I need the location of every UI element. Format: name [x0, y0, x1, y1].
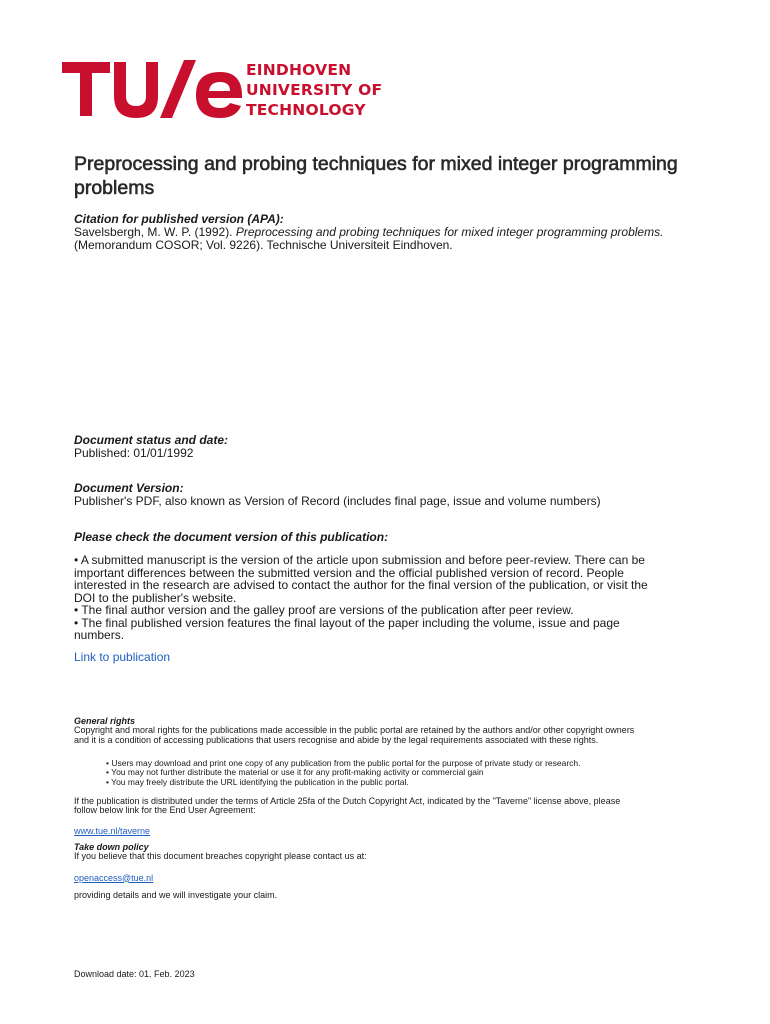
status-section — [74, 433, 724, 460]
page-title: Preprocessing and probing techniques for mixed integer programming problems — [74, 153, 678, 199]
logo-line-3: TECHNOLOGY — [246, 101, 366, 119]
rights-bullet: • You may freely distribute the URL identifying the publication in the public portal. — [106, 776, 409, 787]
rights-section — [74, 716, 734, 839]
download-date: Download date: 01. Feb. 2023 — [74, 969, 195, 979]
check-line: numbers. — [74, 628, 125, 642]
rights-bullet: • Users may download and print one copy of any publication from the public portal for the purpose of private study or research. — [106, 758, 581, 769]
rights-intro-line: Copyright and moral rights for the publications made accessible in the public portal are retained by the authors and/or other copyright owners — [74, 725, 635, 735]
status-heading: Document status and date: — [74, 433, 229, 447]
status-value: Published: 01/01/1992 — [74, 446, 194, 460]
takedown-heading: Take down policy — [74, 842, 149, 852]
check-line: • The final published version features the final layout of the paper including the volume, issue and page — [74, 615, 620, 630]
check-line: • The final author version and the galley proof are versions of the publication after peer review. — [74, 603, 574, 617]
rights-heading: General rights — [74, 716, 136, 726]
logo-line-1: EINDHOVEN — [246, 61, 352, 79]
version-heading: Document Version: — [74, 481, 184, 495]
takedown-text: If you believe that this document breaches copyright please contact us at: — [74, 851, 367, 861]
version-section — [74, 481, 724, 508]
citation-text: Savelsbergh, M. W. P. (1992). Preprocessing and probing techniques for mixed integer programming problems. (Memorandum COSOR; Vol. 9226). Technische Universiteit Eindhoven. — [74, 225, 664, 252]
citation-heading: Citation for published version (APA): — [74, 212, 284, 226]
university-name — [246, 60, 382, 120]
rights-intro-line: and it is a condition of accessing publications that users recognise and abide by the legal requirements associated with these rights. — [74, 734, 599, 745]
taverne-line: If the publication is distributed under the terms of Article 25fa of the Dutch Copyright Act, indicated by the "Taverne" license above, please — [74, 795, 621, 806]
footer — [74, 970, 724, 980]
publication-link[interactable]: Link to publication — [74, 649, 171, 664]
taverne-line: follow below link for the End User Agreement: — [74, 805, 256, 816]
taverne-link[interactable]: www.tue.nl/taverne — [74, 825, 151, 836]
takedown-closing: providing details and we will investigate your claim. — [74, 889, 278, 900]
check-line: DOI to the publisher's website. — [74, 590, 237, 605]
logo-line-2: UNIVERSITY OF — [246, 81, 383, 99]
check-line: important differences between the submitted version and the official published version of record. People — [74, 565, 624, 580]
takedown-section — [74, 842, 724, 900]
check-line: • A submitted manuscript is the version of the article upon submission and before peer-review. There can be — [74, 553, 645, 567]
check-section — [74, 530, 724, 666]
rights-bullet: • You may not further distribute the material or use it for any profit-making activity or commercial gain — [106, 767, 484, 778]
rights-list — [74, 759, 734, 787]
check-heading: Please check the document version of this publication: — [74, 530, 389, 544]
email-link[interactable]: openaccess@tue.nl — [74, 872, 154, 883]
citation-section — [74, 212, 724, 251]
version-value: Publisher's PDF, also known as Version of Record (includes final page, issue and volume numbers) — [74, 494, 601, 508]
check-line: interested in the research are advised to contact the author for the final version of the publication, or visit the — [74, 578, 648, 592]
